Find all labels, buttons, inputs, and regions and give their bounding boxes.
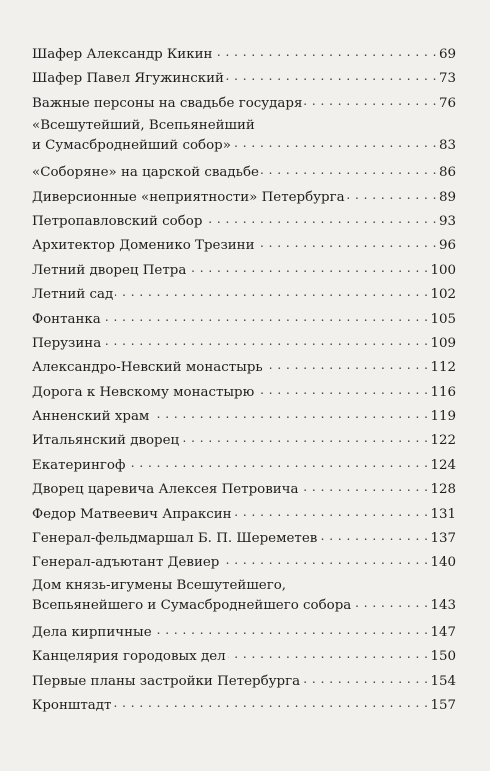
- toc-entry-row: [32, 552, 456, 572]
- toc-entry-page-number: 140: [430, 555, 456, 571]
- dot-leader: [221, 552, 428, 566]
- toc-entry-page-number: 89: [438, 189, 456, 205]
- toc-entry-page-number: 86: [438, 165, 456, 181]
- toc-entry: [32, 622, 456, 646]
- toc-entry-row: [32, 187, 456, 207]
- toc-entry-page-number: 157: [430, 697, 456, 713]
- toc-entry-page-number: 122: [430, 433, 456, 449]
- dot-leader: [154, 622, 429, 636]
- toc-entry-title: Летний сад: [32, 287, 114, 303]
- dot-leader: [301, 479, 429, 493]
- toc-entry: [32, 504, 456, 528]
- toc-entry-page-number: 76: [438, 95, 456, 111]
- toc-entry: [32, 309, 456, 333]
- toc-entry: [32, 357, 456, 381]
- toc-entry-page-number: 147: [430, 624, 456, 640]
- toc-entry-page-number: 124: [430, 457, 456, 473]
- toc-entry: [32, 44, 456, 68]
- dot-leader: [204, 211, 437, 225]
- toc-entry-row: [32, 528, 456, 548]
- toc-entry-page-number: 100: [430, 262, 456, 278]
- toc-entry-row: [32, 455, 456, 475]
- toc-entry: [32, 646, 456, 670]
- toc-entry-page-number: 83: [438, 138, 456, 154]
- dot-leader: [347, 187, 437, 201]
- dot-leader: [188, 260, 428, 274]
- toc-entry-title: Александро-Невский монастырь: [32, 360, 263, 376]
- toc-entry: [32, 671, 456, 695]
- toc-entry: [32, 117, 456, 162]
- toc-entry-title-line1: Дом князь-игумены Всешутейшего,: [32, 577, 287, 593]
- toc-entry-title: Важные персоны на свадьбе государя: [32, 95, 303, 111]
- dot-leader: [113, 695, 428, 709]
- toc-entry: [32, 333, 456, 357]
- toc-entry-page-number: 105: [430, 311, 456, 327]
- dot-leader: [319, 528, 428, 542]
- toc-entry: [32, 187, 456, 211]
- toc-entry-title: Шафер Александр Кикин: [32, 47, 213, 62]
- toc-entry: [32, 479, 456, 503]
- toc-entry-title: Анненский храм: [32, 409, 150, 425]
- toc-entry-title: Дела кирпичные: [32, 624, 152, 640]
- toc-entry: [32, 552, 456, 576]
- toc-entry-title: Первые планы застройки Петербурга: [32, 673, 301, 689]
- toc-entry-title: Итальянский дворец: [32, 433, 180, 449]
- toc-entry-page-number: 150: [430, 649, 456, 665]
- dot-leader: [304, 93, 437, 107]
- dot-leader: [353, 595, 428, 609]
- dot-leader: [302, 671, 428, 685]
- toc-entry: [32, 695, 456, 719]
- toc-entry-title: Летний дворец Петра: [32, 262, 187, 278]
- toc-entry-row: [32, 646, 456, 666]
- toc-entry-title: Всепьянейшего и Сумасброднейшего собора: [32, 597, 352, 613]
- toc-entry: [32, 162, 456, 186]
- toc-entry-page-number: 112: [430, 360, 456, 376]
- dot-leader: [181, 430, 428, 444]
- toc-entry-page-number: 137: [430, 531, 456, 547]
- dot-leader: [214, 44, 437, 58]
- toc-entry: [32, 406, 456, 430]
- toc-entry-page-number: 102: [430, 287, 456, 303]
- dot-leader: [261, 162, 437, 176]
- toc-entry: [32, 211, 456, 235]
- toc-entry-row: [32, 406, 456, 426]
- dot-leader: [234, 504, 429, 518]
- toc-entry-title: Дорога к Невскому монастырю: [32, 384, 255, 400]
- toc-entry-page-number: 154: [430, 673, 456, 689]
- toc-entry-row: [32, 695, 456, 715]
- dot-leader: [103, 333, 428, 347]
- toc-entry-page-number: 128: [430, 482, 456, 498]
- toc-entry-row: [32, 504, 456, 524]
- toc-entry-row: [32, 44, 456, 64]
- toc-entry-title: Генерал-фельдмаршал Б. П. Шереметев: [32, 531, 318, 547]
- dot-leader: [103, 309, 429, 323]
- toc-entry-page-number: 143: [430, 597, 456, 613]
- toc-entry-row: [32, 333, 456, 353]
- toc-entry-title: Перузина: [32, 335, 102, 351]
- toc-entry: [32, 235, 456, 259]
- toc-entry-title: Генерал-адъютант Девиер: [32, 555, 220, 571]
- toc-entry-title: и Сумасброднейший собор»: [32, 138, 231, 154]
- toc-entry-row: [32, 357, 456, 377]
- toc-entry-title: Екатерингоф: [32, 457, 126, 473]
- dot-leader: [228, 646, 429, 660]
- toc-entry-row: [32, 93, 456, 113]
- toc-entry: [32, 455, 456, 479]
- toc-entry-row: [32, 309, 456, 329]
- dot-leader: [127, 455, 428, 469]
- toc-entry-title: Федор Матвеевич Апраксин: [32, 506, 232, 522]
- toc-entry-title-line1: «Всешутейший, Всепьянейший: [32, 118, 255, 134]
- table-of-contents: [32, 44, 456, 719]
- toc-entry-row: [32, 622, 456, 642]
- toc-entry-page-number: 131: [430, 506, 456, 522]
- toc-entry: [32, 430, 456, 454]
- toc-entry: [32, 260, 456, 284]
- toc-entry: [32, 284, 456, 308]
- toc-entry-page-number: 73: [438, 71, 456, 87]
- dot-leader: [226, 68, 437, 82]
- toc-entry-row: [32, 162, 456, 182]
- toc-entry-title: Диверсионные «неприятности» Петербурга: [32, 189, 345, 205]
- toc-entry-row: [32, 595, 456, 615]
- toc-entry-page-number: 96: [438, 238, 456, 254]
- toc-entry-title: «Соборяне» на царской свадьбе: [32, 165, 259, 181]
- toc-entry-row: [32, 284, 456, 304]
- toc-entry-page-number: 116: [430, 384, 456, 400]
- dot-leader: [257, 235, 437, 249]
- toc-entry-title: Канцелярия городовых дел: [32, 649, 226, 665]
- toc-entry-title: Дворец царевича Алексея Петровича: [32, 482, 299, 498]
- toc-entry-row: [32, 211, 456, 231]
- dot-leader: [151, 406, 428, 420]
- toc-entry-page-number: 109: [430, 335, 456, 351]
- toc-entry-page-number: 69: [438, 47, 456, 62]
- toc-entry-row: [32, 135, 456, 155]
- toc-entry: [32, 528, 456, 552]
- toc-entry-row: [32, 382, 456, 402]
- toc-entry-row: [32, 68, 456, 88]
- toc-entry-row: [32, 671, 456, 691]
- toc-entry-row: [32, 479, 456, 499]
- toc-entry-title: Шафер Павел Ягужинский: [32, 71, 224, 87]
- toc-entry: [32, 68, 456, 92]
- toc-entry-row: [32, 235, 456, 255]
- toc-entry: [32, 93, 456, 117]
- toc-entry-title: Петропавловский собор: [32, 213, 203, 229]
- dot-leader: [256, 382, 428, 396]
- toc-entry-title: Архитектор Доменико Трезини: [32, 238, 255, 254]
- toc-entry-title: Кронштадт: [32, 697, 112, 713]
- toc-entry-page-number: 93: [438, 213, 456, 229]
- dot-leader: [115, 284, 428, 298]
- dot-leader: [233, 135, 437, 149]
- toc-entry-page-number: 119: [430, 409, 456, 425]
- toc-entry: [32, 382, 456, 406]
- toc-entry: [32, 577, 456, 622]
- toc-entry-title: Фонтанка: [32, 311, 101, 327]
- toc-entry-row: [32, 430, 456, 450]
- dot-leader: [265, 357, 429, 371]
- toc-entry-row: [32, 260, 456, 280]
